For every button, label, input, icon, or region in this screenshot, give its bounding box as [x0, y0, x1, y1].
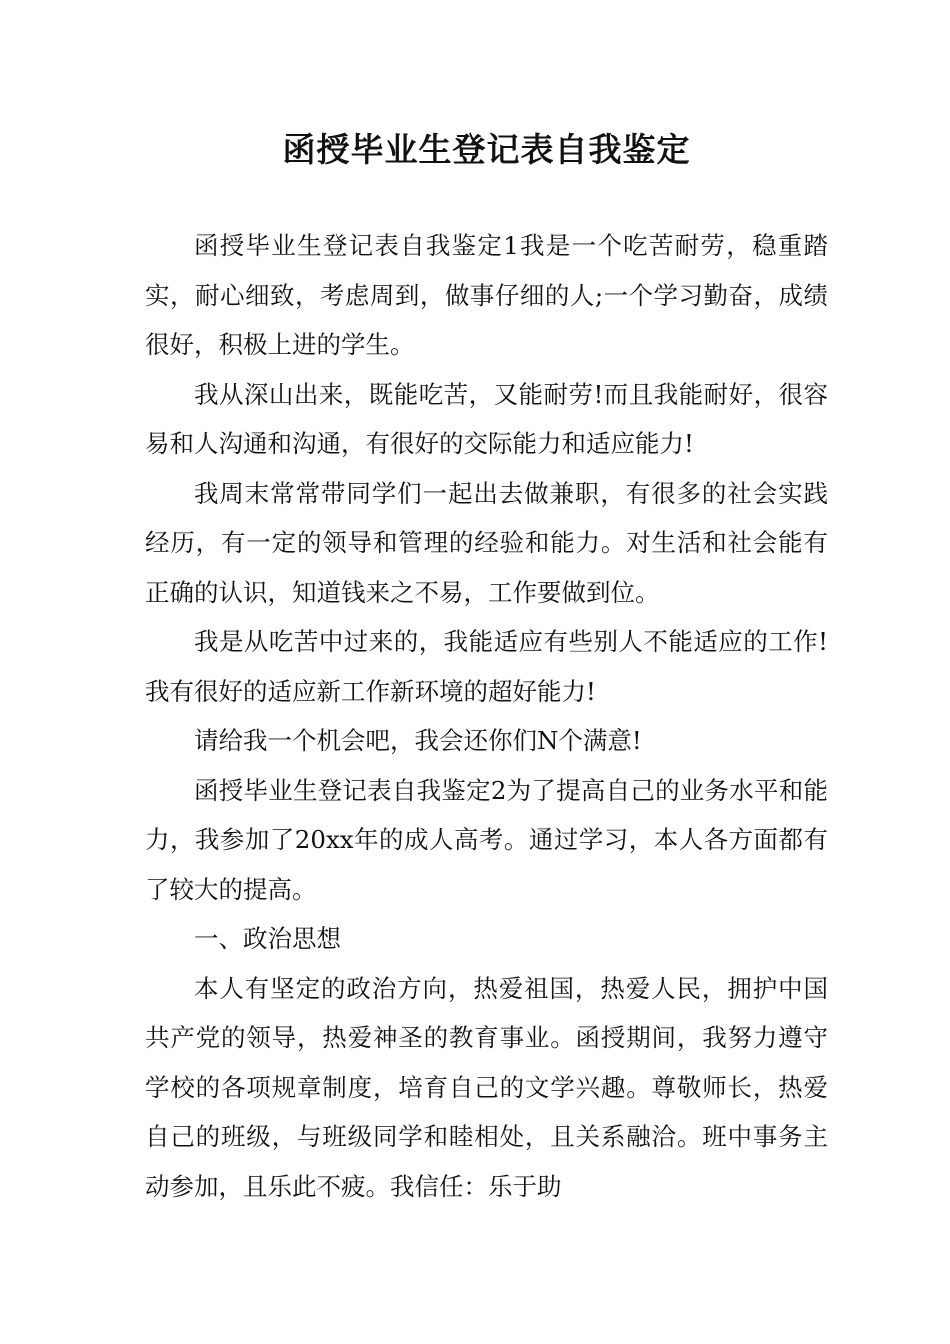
paragraph: 我从深山出来，既能吃苦，又能耐劳!而且我能耐好，很容易和人沟通和沟通，有很好的交际能力和适应能力! [145, 379, 828, 458]
paragraph: 请给我一个机会吧，我会还你们N个满意! [194, 726, 642, 755]
document-body [145, 221, 828, 1211]
paragraph: 我是从吃苦中过来的，我能适应有些别人不能适应的工作!我有很好的适应新工作新环境的超好能力! [145, 627, 828, 706]
section-heading: 一、政治思想 [194, 924, 341, 953]
paragraph: 函授毕业生登记表自我鉴定1我是一个吃苦耐劳，稳重踏实，耐心细致，考虑周到，做事仔细的人;一个学习勤奋，成绩很好，积极上进的学生。 [145, 231, 828, 359]
paragraph: 我周末常常带同学们一起出去做兼职，有很多的社会实践经历，有一定的领导和管理的经验和能力。对生活和社会能有正确的认识，知道钱来之不易，工作要做到位。 [145, 478, 828, 607]
document-title: 函授毕业生登记表自我鉴定 [282, 130, 691, 169]
paragraph: 本人有坚定的政治方向，热爱祖国，热爱人民，拥护中国共产党的领导，热爱神圣的教育事业。函授期间，我努力遵守学校的各项规章制度，培育自己的文学兴趣。尊敬师长，热爱自己的班级，与班级同学和睦相处，且关系融洽。班中事务主动参加，且乐此不疲。我信任：乐于助 [145, 973, 828, 1201]
paragraph: 函授毕业生登记表自我鉴定2为了提高自己的业务水平和能力，我参加了20xx年的成人高考。通过学习，本人各方面都有了较大的提高。 [145, 775, 828, 904]
